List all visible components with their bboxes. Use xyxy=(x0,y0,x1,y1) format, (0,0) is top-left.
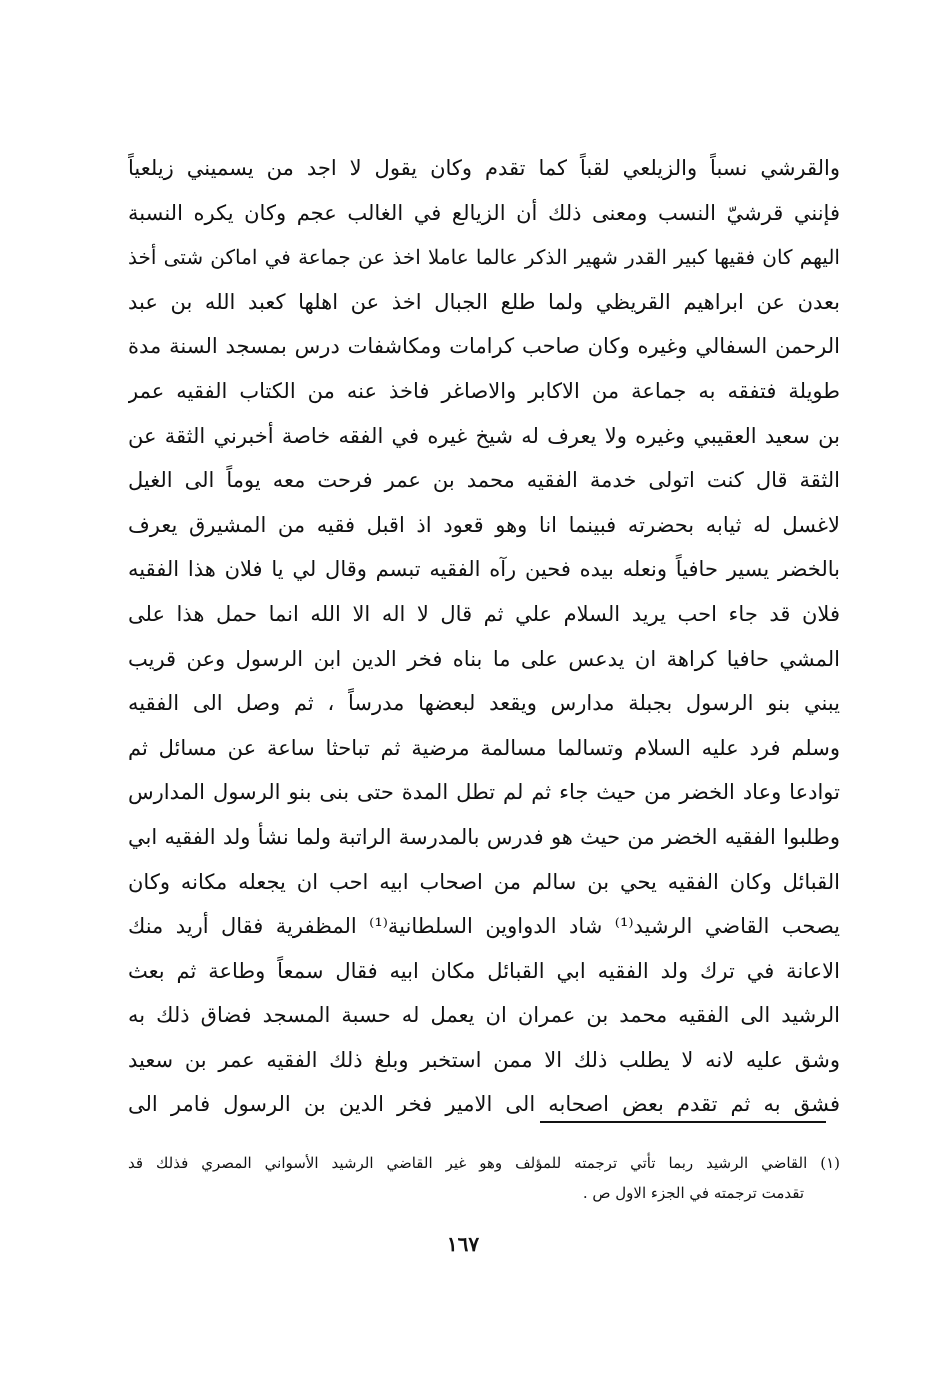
page-number: ١٦٧ xyxy=(446,1232,480,1256)
text-line: الثقة قال كنت اتولى خدمة الفقيه محمد بن عمر فرحت معه يوماً الى الغيل xyxy=(128,468,840,493)
text-line: وسلم فرد عليه السلام وتسالما مسالمة مرضية ثم تباحثا ساعة عن مسائل ثم xyxy=(128,735,840,760)
main-text-block xyxy=(128,146,840,1127)
text-line: فشق به ثم تقدم بعض اصحابه الى الامير فخر الدين بن الرسول فامر الى xyxy=(128,1092,840,1117)
text-line: اليهم كان فقيها كبير القدر شهير الذكر عالما عاملا اخذ عن جماعة في اماكن شتى أخذ xyxy=(128,245,840,270)
footnote xyxy=(128,1148,840,1208)
footnote-line: (١) القاضي الرشيد ربما تأتي ترجمته للمؤلف وهو غير القاضي الرشيد الأسواني المصري فذلك قد xyxy=(128,1154,840,1172)
footnote-separator xyxy=(540,1121,826,1123)
text-line: بعدن عن ابراهيم القريظي ولما طلع الجبال اخذ عن اهلها كعبد الله بن عبد xyxy=(128,289,840,314)
text-line: وطلبوا الفقيه الخضر من حيث هو فدرس بالمدرسة الراتبة ولما نشأ ولد الفقيه ابي xyxy=(128,824,840,849)
text-line: فلان قد جاء احب يريد السلام علي ثم قال لا اله الا الله انما حمل هذا على xyxy=(128,601,840,626)
text-line: فإنني قرشيّ النسب ومعنى ذلك أن الزيالع في الغالب عجم وكان يكره النسبة xyxy=(128,200,840,225)
text-line: توادعا وعاد الخضر من حيث جاء ثم لم تطل المدة حتى بنى بنو الرسول المدارس xyxy=(128,780,840,805)
text-line: الرشيد الى الفقيه محمد بن عمران ان يعمل له حسبة المسجد فضاق ذلك به xyxy=(128,1003,840,1028)
text-line: طويلة فتفقه به جماعة من الاكابر والاصاغر فاخذ عنه من الكتاب الفقيه عمر xyxy=(128,378,840,403)
text-line: وشق عليه لانه لا يطلب ذلك الا ممن استخبر وبلغ ذلك الفقيه عمر بن سعيد xyxy=(128,1047,840,1072)
footnote-line: تقدمت ترجمته في الجزء الاول ص . xyxy=(582,1184,804,1202)
text-line: والقرشي نسباً والزيلعي لقباً كما تقدم وكان يقول لا اجد من يسميني زيلعياً xyxy=(128,156,840,180)
text-line: يصحب القاضي الرشيد⁽¹⁾ شاد الدواوين السلطانية⁽¹⁾ المظفرية فقال أريد منك xyxy=(128,914,840,939)
text-line: القبائل وكان الفقيه يحي بن سالم من اصحاب ابيه احب ان يجعله مكانه وكان xyxy=(128,869,840,894)
text-line: يبني بنو الرسول بجبلة مدارس ويقعد لبعضها مدرساً ، ثم وصل الى الفقيه xyxy=(128,691,840,716)
text-line: الاعانة في ترك ولد الفقيه ابي القبائل مكان ابيه فقال سمعاً وطاعة ثم بعث xyxy=(128,958,840,983)
text-line: بالخضر يسير حافياً ونعله بيده فحين رآه الفقيه تبسم وقال لي يا فلان هذا الفقيه xyxy=(128,557,840,582)
text-line: لاغسل له ثيابه بحضرته فبينما انا وهو قعود اذ اقبل فقيه من المشيرق يعرف xyxy=(128,512,840,537)
text-line: بن سعيد العقيبي وغيره ولا يعرف له شيخ غيره في الفقه خاصة أخبرني الثقة عن xyxy=(128,423,840,448)
text-line: المشي حافيا كراهة ان يدعس على ما بناه فخر الدين ابن الرسول وعن قريب xyxy=(128,646,840,671)
text-line: الرحمن السفالي وغيره وكان صاحب كرامات ومكاشفات درس بمسجد السنة مدة xyxy=(128,334,840,359)
